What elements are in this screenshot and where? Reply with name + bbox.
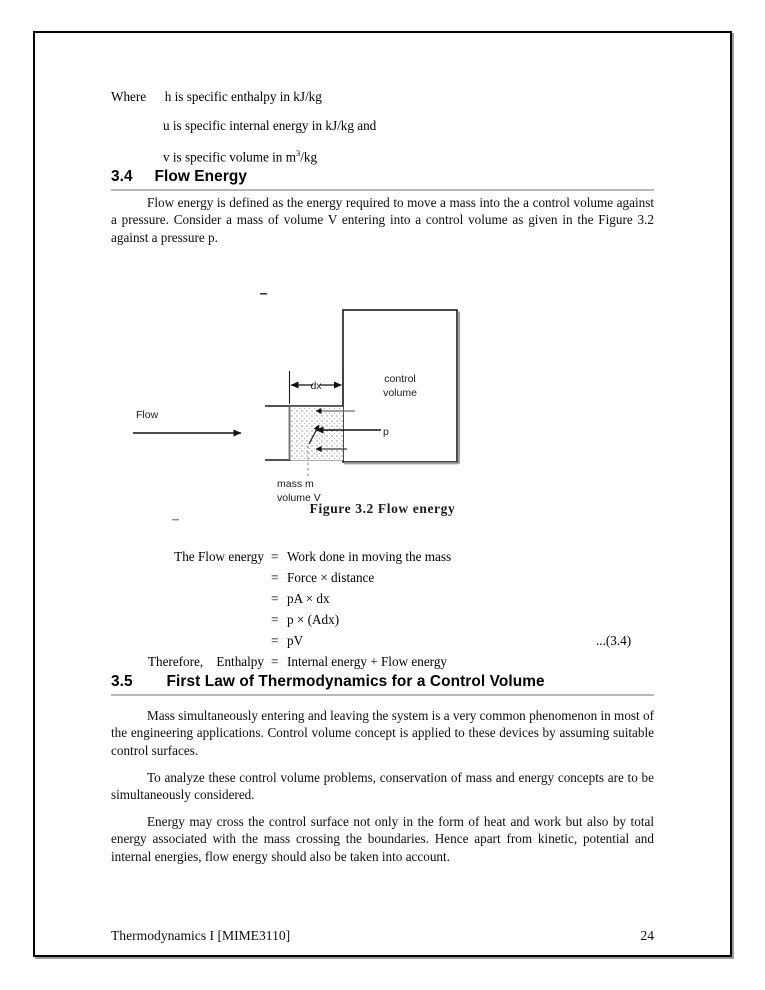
- figure-label-volume-v: volume V: [277, 492, 321, 504]
- figure-caption: Figure 3.2 Flow energy: [309, 501, 456, 516]
- equation-lhs-1: The Flow energy: [174, 549, 264, 564]
- equation-rhs-1: Work done in moving the mass: [287, 549, 452, 564]
- flow-arrow-group: [133, 409, 241, 433]
- definition-lead-where: Where: [111, 89, 147, 104]
- section-heading-3-5: [111, 673, 654, 696]
- page-content: [111, 0, 654, 990]
- superscript-three: 3: [295, 148, 301, 158]
- figure-label-mass-m: mass m: [277, 478, 314, 490]
- page-footer: [111, 928, 654, 944]
- definition-text-v-suffix: /kg: [300, 149, 318, 165]
- definition-text-u: u is specific internal energy in kJ/kg and: [163, 118, 377, 133]
- equation-number-3-4: ...(3.4): [596, 633, 632, 648]
- section-3-5-paragraph-2: To analyze these control volume problems, conservation of mass and energy concepts are to be simultaneously considered.: [111, 770, 654, 803]
- section-3-5-paragraph-3: Energy may cross the control surface not only in the form of heat and work but also by total energy associated with the mass crossing the boundaries. Hence apart from kinetic, potential and internal energies, flow energy should also be taken into account.: [111, 814, 654, 864]
- equation-rhs-4: p × (Adx): [287, 612, 340, 627]
- equation-rhs-6: Internal energy + Flow energy: [287, 654, 448, 669]
- equation-rhs-2: Force × distance: [287, 570, 375, 585]
- equation-equals-5: =: [271, 633, 279, 648]
- equation-rhs-5: pV: [287, 633, 304, 648]
- equation-equals-4: =: [271, 612, 279, 627]
- figure-3-2: [111, 270, 654, 528]
- figure-label-p: p: [383, 426, 389, 438]
- section-number-3-4: 3.4: [111, 168, 133, 185]
- definition-text-h: h is specific enthalpy in kJ/kg: [164, 89, 322, 104]
- equation-lhs-6: Therefore, Enthalpy: [147, 654, 264, 669]
- footer-page-number: 24: [640, 928, 654, 943]
- figure-label-control-volume-line1: control: [384, 373, 416, 385]
- scan-artifact-dash-top: [260, 293, 267, 295]
- scan-artifact-dash-bottom: [172, 519, 179, 520]
- section-heading-3-4: [111, 168, 654, 191]
- definition-text-v-prefix: v is specific volume in m: [163, 149, 296, 165]
- equation-equals-2: =: [271, 570, 279, 585]
- equation-rhs-3: pA × dx: [287, 591, 330, 606]
- figure-label-flow: Flow: [136, 409, 159, 421]
- definition-line-u: [163, 117, 376, 134]
- definition-line-h: [111, 88, 322, 105]
- dx-dimension: [290, 371, 344, 404]
- footer-course-title: Thermodynamics I [MIME3110]: [111, 928, 291, 943]
- equation-equals-1: =: [271, 549, 279, 564]
- section-title-3-4: Flow Energy: [154, 168, 248, 185]
- figure-label-control-volume-line2: volume: [383, 387, 417, 399]
- equation-equals-3: =: [271, 591, 279, 606]
- section-3-4-body: Flow energy is defined as the energy required to move a mass into the a control volume against a pressure. Consider a mass of volume V entering into a control volume as given in the Figure 3.2 against a pressure p.: [111, 195, 654, 245]
- section-3-5-paragraph-1: Mass simultaneously entering and leaving the system is a very common phenomenon in most of the engineering applications. Control volume concept is applied to these devices by assuming suitable control surfaces.: [111, 708, 654, 758]
- figure-label-dx: dx: [310, 380, 322, 392]
- definition-line-v: [163, 145, 317, 165]
- mass-element-region: [291, 407, 344, 461]
- section-number-3-5: 3.5: [111, 673, 133, 690]
- equation-equals-6: =: [271, 654, 279, 669]
- section-title-3-5: First Law of Thermodynamics for a Control Volume: [166, 673, 545, 690]
